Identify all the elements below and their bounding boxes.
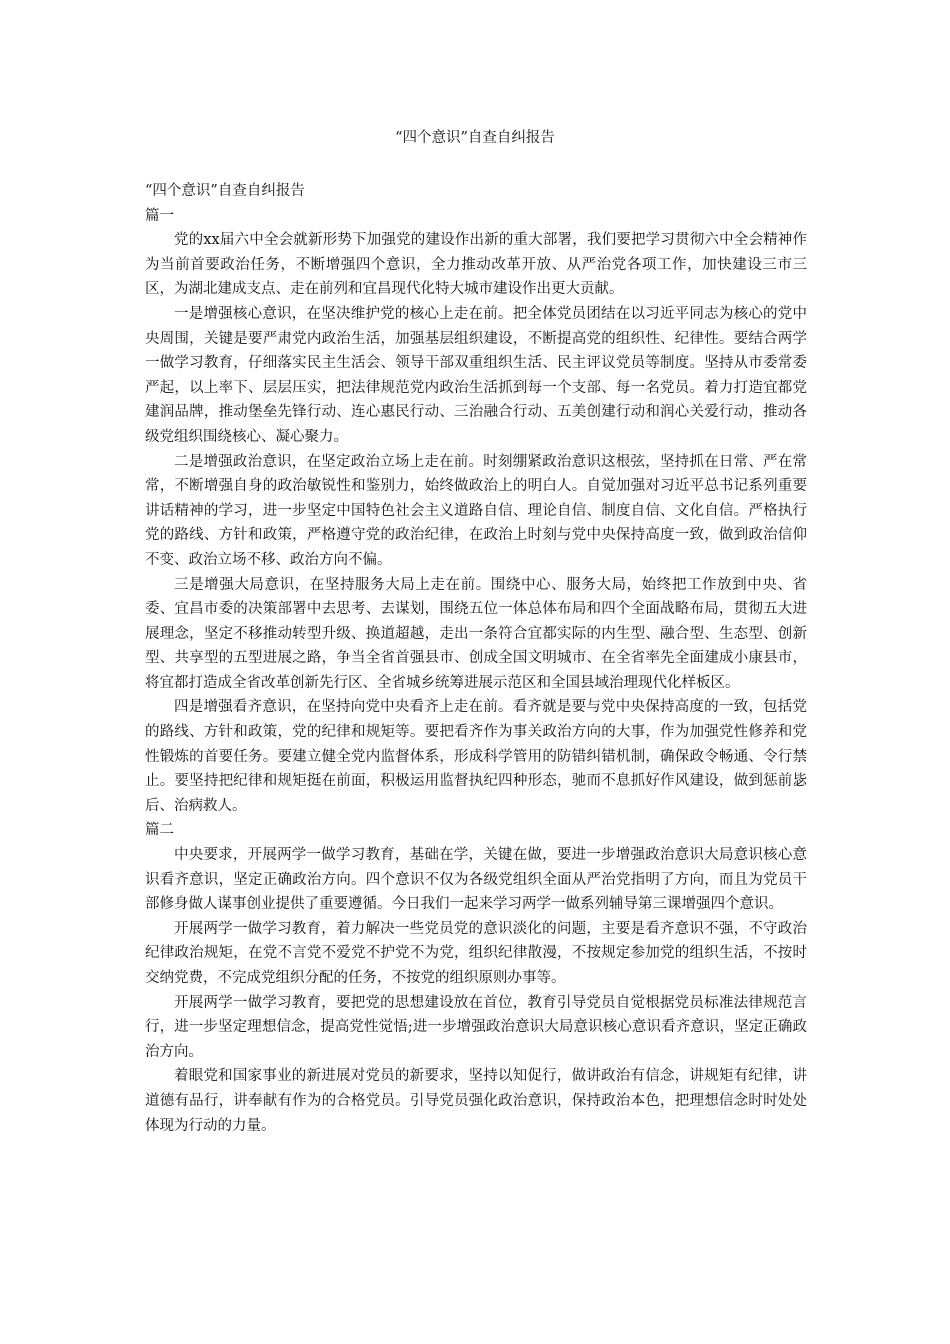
part-one-paragraph-intro: 党的xx届六中全会就新形势下加强党的建设作出新的重大部署，我们要把学习贯彻六中全会精神作为当前首要政治任务，不断增强四个意识，全力推动改革开放、从严治党各项工作，加快建设三市三区，为湖北建成支点、走在前列和宜昌现代化特大城市建设作出更大贡献。 [145, 232, 807, 298]
part-one-paragraph-overall: 三是增强大局意识，在坚持服务大局上走在前。围绕中心、服务大局，始终把工作放到中央、省委、宜昌市委的决策部署中去思考、去谋划，围绕五位一体总体布局和四个全面战略布局，贯彻五大进展理念，坚定不移推动转型升级、换道超越，走出一条符合宜都实际的内生型、融合型、生态型、创新型、共享型的五型进展之路，争当全省首强县市、创成全国文明城市、在全省率先全面建成小康县市，将宜都打造成全省改革创新先行区、全省城乡统筹进展示范区和全国县域治理现代化样板区。 [145, 576, 807, 691]
part-two-label: 篇二 [145, 822, 174, 839]
part-one-paragraph-core: 一是增强核心意识，在坚决维护党的核心上走在前。把全体党员团结在以习近平同志为核心的党中央周围，关键是要严肃党内政治生活，加强基层组织建设，不断提高党的组织性、纪律性。要结合两学一做学习教育，仔细落实民主生活会、领导干部双重组织生活、民主评议党员等制度。坚持从市委常委严起，以上率下、层层压实，把法律规范党内政治生活抓到每一个支部、每一名党员。着力打造宜都党建润品牌，推动堡垒先锋行动、连心惠民行动、三治融合行动、五美创建行动和润心关爱行动，推动各级党组织围绕核心、凝心聚力。 [145, 305, 807, 445]
part-two-paragraph-3: 开展两学一做学习教育，要把党的思想建设放在首位，教育引导党员自觉根据党员标准法律规范言行，进一步坚定理想信念，提高党性觉悟;进一步增强政治意识大局意识核心意识看齐意识，坚定正确政治方向。 [145, 994, 807, 1060]
part-two-paragraph-1: 中央要求，开展两学一做学习教育，基础在学，关键在做，要进一步增强政治意识大局意识核心意识看齐意识，坚定正确政治方向。四个意识不仅为各级党组织全面从严治党指明了方向，而且为党员干部修身做人谋事创业提供了重要遵循。今日我们一起来学习两学一做系列辅导第三课增强四个意识。 [145, 847, 807, 913]
part-one-paragraph-political: 二是增强政治意识，在坚定政治立场上走在前。时刻绷紧政治意识这根弦，坚持抓在日常、严在常常，不断增强自身的政治敏锐性和鉴别力，始终做政治上的明白人。自觉加强对习近平总书记系列重要讲话精神的学习，进一步坚定中国特色社会主义道路自信、理论自信、制度自信、文化自信。严格执行党的路线、方针和政策，严格遵守党的政治纪律，在政治上时刻与党中央保持高度一致，做到政治信仰不变、政治立场不移、政治方向不偏。 [145, 453, 807, 568]
part-two-paragraph-4: 着眼党和国家事业的新进展对党员的新要求，坚持以知促行，做讲政治有信念，讲规矩有纪律，讲道德有品行，讲奉献有作为的合格党员。引导党员强化政治意识，保持政治本色，把理想信念时时处处体现为行动的力量。 [145, 1068, 807, 1134]
part-one-label: 篇一 [145, 207, 174, 224]
part-one-paragraph-alignment: 四是增强看齐意识，在坚持向党中央看齐上走在前。看齐就是要与党中央保持高度的一致，包括党的路线、方针和政策，党的纪律和规矩等。要把看齐作为事关政治方向的大事，作为加强党性修养和党性锻炼的首要任务。要建立健全党内监督体系，形成科学管用的防错纠错机制，确保政令畅通、令行禁止。要坚持把纪律和规矩挺在前面，积极运用监督执纪四种形态，驰而不息抓好作风建设，做到惩前毖后、治病救人。 [145, 699, 807, 814]
document-body [145, 179, 807, 1138]
document-title: “四个意识”自查自纠报告 [395, 130, 555, 146]
document-subtitle: “四个意识”自查自纠报告 [145, 183, 305, 199]
part-two-paragraph-2: 开展两学一做学习教育，着力解决一些党员党的意识淡化的问题，主要是看齐意识不强，不守政治纪律政治规矩，在党不言党不爱党不护党不为党，组织纪律散漫，不按规定参加党的组织生活，不按时交纳党费，不完成党组织分配的任务，不按党的组织原则办事等。 [145, 920, 807, 986]
